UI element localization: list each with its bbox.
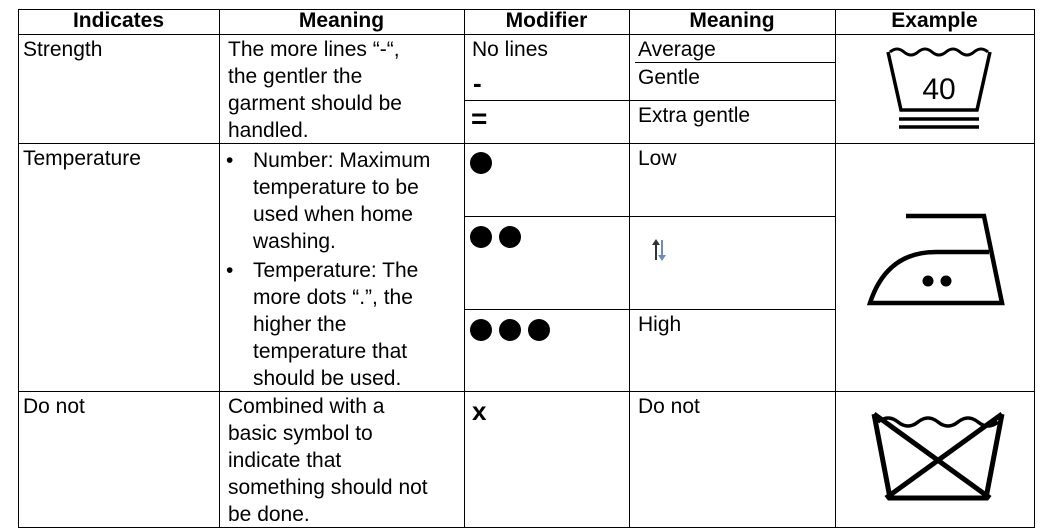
modifier-meaning-extra-gentle: Extra gentle bbox=[638, 104, 751, 127]
row-do-not-meaning-line: basic symbol to bbox=[228, 422, 373, 445]
row-strength-meaning-line: handled. bbox=[228, 119, 309, 142]
three-dots bbox=[528, 319, 550, 341]
row-strength-meaning-line: the gentler the bbox=[228, 65, 363, 88]
do-not-wash-icon bbox=[868, 408, 1010, 502]
bullet-line: higher the bbox=[253, 313, 347, 336]
modifier-double-line: = bbox=[471, 103, 488, 134]
bullet-dot: • bbox=[226, 259, 234, 282]
modifier-cross: x bbox=[472, 396, 487, 426]
iron-two-dots-icon bbox=[866, 212, 1008, 308]
header-modifier: Modifier bbox=[505, 9, 588, 32]
modifier-meaning-gentle: Gentle bbox=[638, 66, 700, 89]
col-divider bbox=[629, 9, 630, 528]
bullet-line: should be used. bbox=[253, 367, 402, 390]
bullet-line: Number: Maximum bbox=[253, 149, 431, 172]
bullet-line: more dots “.”, the bbox=[253, 286, 413, 309]
table-border-left bbox=[18, 9, 19, 528]
row-divider-2 bbox=[18, 391, 1035, 392]
table-border-bottom bbox=[18, 527, 1035, 528]
row-do-not-indicates: Do not bbox=[23, 395, 85, 418]
two-dots bbox=[470, 226, 492, 248]
bullet-line: temperature that bbox=[253, 340, 408, 363]
header-meaning: Meaning bbox=[298, 9, 385, 32]
row-temperature-indicates: Temperature bbox=[23, 147, 141, 170]
wash-tub-40-icon bbox=[885, 44, 995, 134]
sub-divider bbox=[464, 100, 835, 101]
col-divider bbox=[464, 9, 465, 528]
modifier-no-lines: No lines bbox=[472, 38, 548, 61]
bullet-dot: • bbox=[226, 149, 234, 172]
row-divider-1 bbox=[18, 143, 1035, 144]
col-divider bbox=[219, 9, 220, 528]
sub-divider bbox=[464, 216, 835, 217]
two-dots bbox=[499, 226, 521, 248]
row-strength-indicates: Strength bbox=[23, 38, 103, 61]
wash-temperature-label: 40 bbox=[922, 73, 956, 106]
bullet-line: temperature to be bbox=[253, 176, 419, 199]
row-do-not-meaning-line: be done. bbox=[228, 503, 310, 526]
bullet-line: washing. bbox=[253, 230, 336, 253]
header-example: Example bbox=[891, 9, 978, 32]
three-dots bbox=[470, 319, 492, 341]
row-do-not-meaning-line: something should not bbox=[228, 476, 428, 499]
modifier-meaning-high: High bbox=[638, 313, 682, 336]
modifier-meaning-low: Low bbox=[638, 147, 677, 170]
bullet-line: Temperature: The bbox=[253, 259, 419, 282]
sort-arrows-icon bbox=[650, 237, 668, 263]
modifier-meaning-do-not: Do not bbox=[638, 395, 700, 418]
row-strength-meaning-line: The more lines “-“, bbox=[228, 38, 400, 61]
sub-divider bbox=[464, 309, 835, 310]
three-dots bbox=[499, 319, 521, 341]
bullet-line: used when home bbox=[253, 203, 413, 226]
modifier-meaning-average: Average bbox=[638, 38, 716, 61]
row-do-not-meaning-line: Combined with a bbox=[228, 395, 385, 418]
header-divider bbox=[18, 34, 1035, 35]
one-dot bbox=[470, 152, 492, 174]
col-divider bbox=[835, 9, 836, 528]
row-strength-meaning-line: garment should be bbox=[228, 92, 402, 115]
header-indicates: Indicates bbox=[72, 9, 165, 32]
table-border-right bbox=[1034, 9, 1035, 528]
modifier-single-line: - bbox=[473, 68, 482, 98]
row-do-not-meaning-line: indicate that bbox=[228, 449, 342, 472]
header-modifier-meaning: Meaning bbox=[689, 9, 775, 32]
